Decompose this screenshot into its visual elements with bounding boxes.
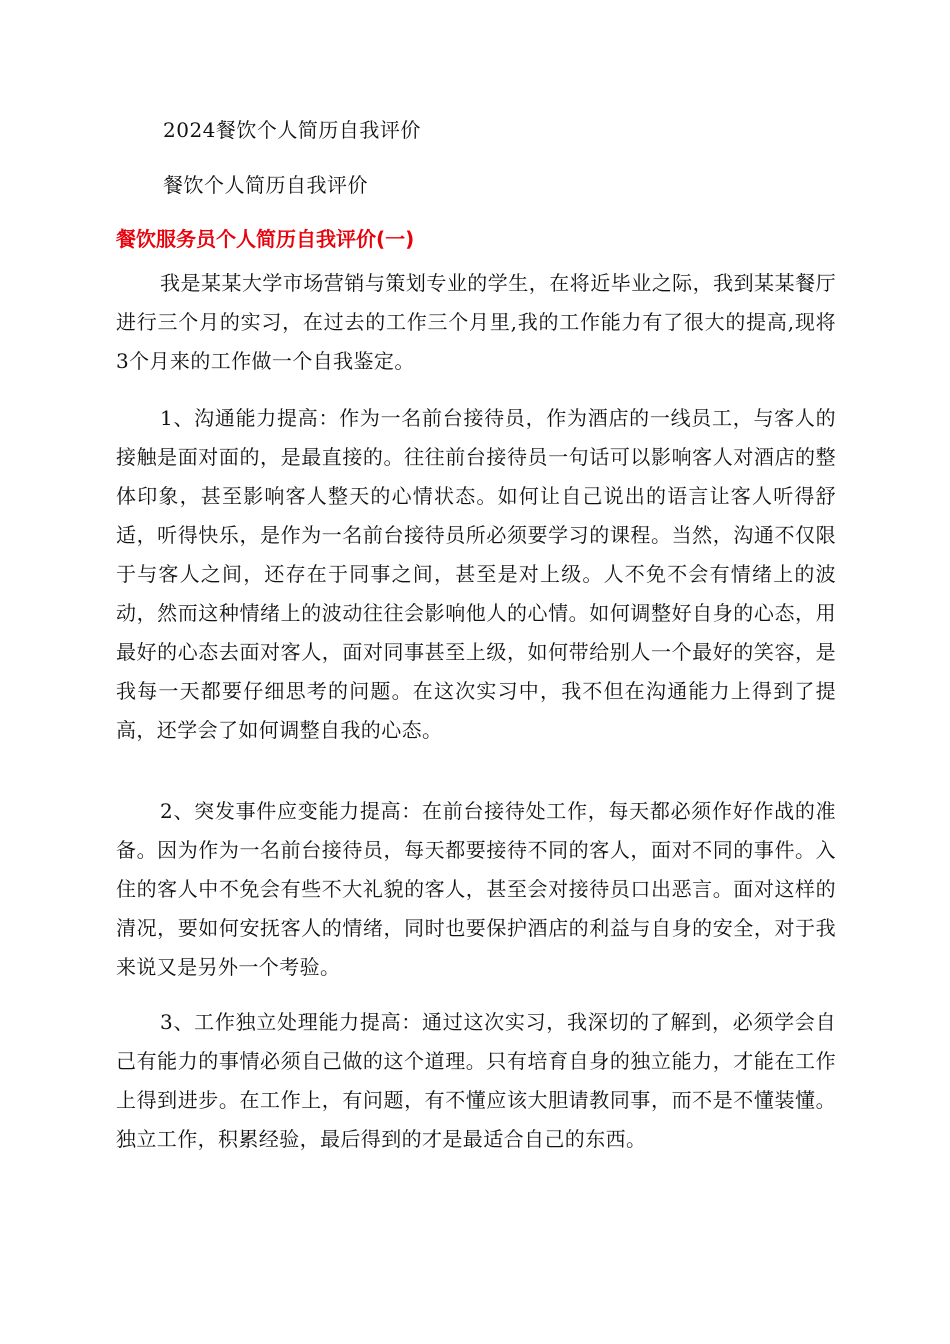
section-heading: 餐饮服务员个人简历自我评价(一) [116,227,415,251]
paragraph-intro: 我是某某大学市场营销与策划专业的学生，在将近毕业之际，我到某某餐厅进行三个月的实习，在过去的工作三个月里,我的工作能力有了很大的提高,现将3个月来的工作做一个自我鉴定。 [116,271,836,373]
paragraph-independence: 3、工作独立处理能力提高：通过这次实习，我深切的了解到，必须学会自己有能力的事情必须自己做的这个道理。只有培育自身的独立能力，才能在工作上得到进步。在工作上，有问题，有不懂应该大胆请教同事，而不是不懂装懂。独立工作，积累经验，最后得到的才是最适合自己的东西。 [116,1010,836,1151]
paragraph-emergency: 2、突发事件应变能力提高：在前台接待处工作，每天都必须作好作战的准备。因为作为一名前台接待员，每天都要接待不同的客人，面对不同的事件。入住的客人中不免会有些不大礼貌的客人，甚至会对接待员口出恶言。面对这样的清况，要如何安抚客人的情绪，同时也要保护酒店的利益与自身的安全，对于我来说又是另外一个考验。 [116,799,836,979]
document-title: 2024餐饮个人简历自我评价 [163,118,421,142]
document-subtitle: 餐饮个人简历自我评价 [163,173,368,197]
paragraph-communication: 1、沟通能力提高：作为一名前台接待员，作为酒店的一线员工，与客人的接触是面对面的，是最直接的。往往前台接待员一句话可以影响客人对酒店的整体印象，甚至影响客人整天的心情状态。如何让自己说出的语言让客人听得舒适，听得快乐，是作为一名前台接待员所必须要学习的课程。当然，沟通不仅限于与客人之间，还存在于同事之间，甚至是对上级。人不免不会有情绪上的波动，然而这种情绪上的波动往往会影响他人的心情。如何调整好自身的心态，用最好的心态去面对客人，面对同事甚至上级，如何带给别人一个最好的笑容，是我每一天都要仔细思考的问题。在这次实习中，我不但在沟通能力上得到了提高，还学会了如何调整自我的心态。 [116,406,836,742]
